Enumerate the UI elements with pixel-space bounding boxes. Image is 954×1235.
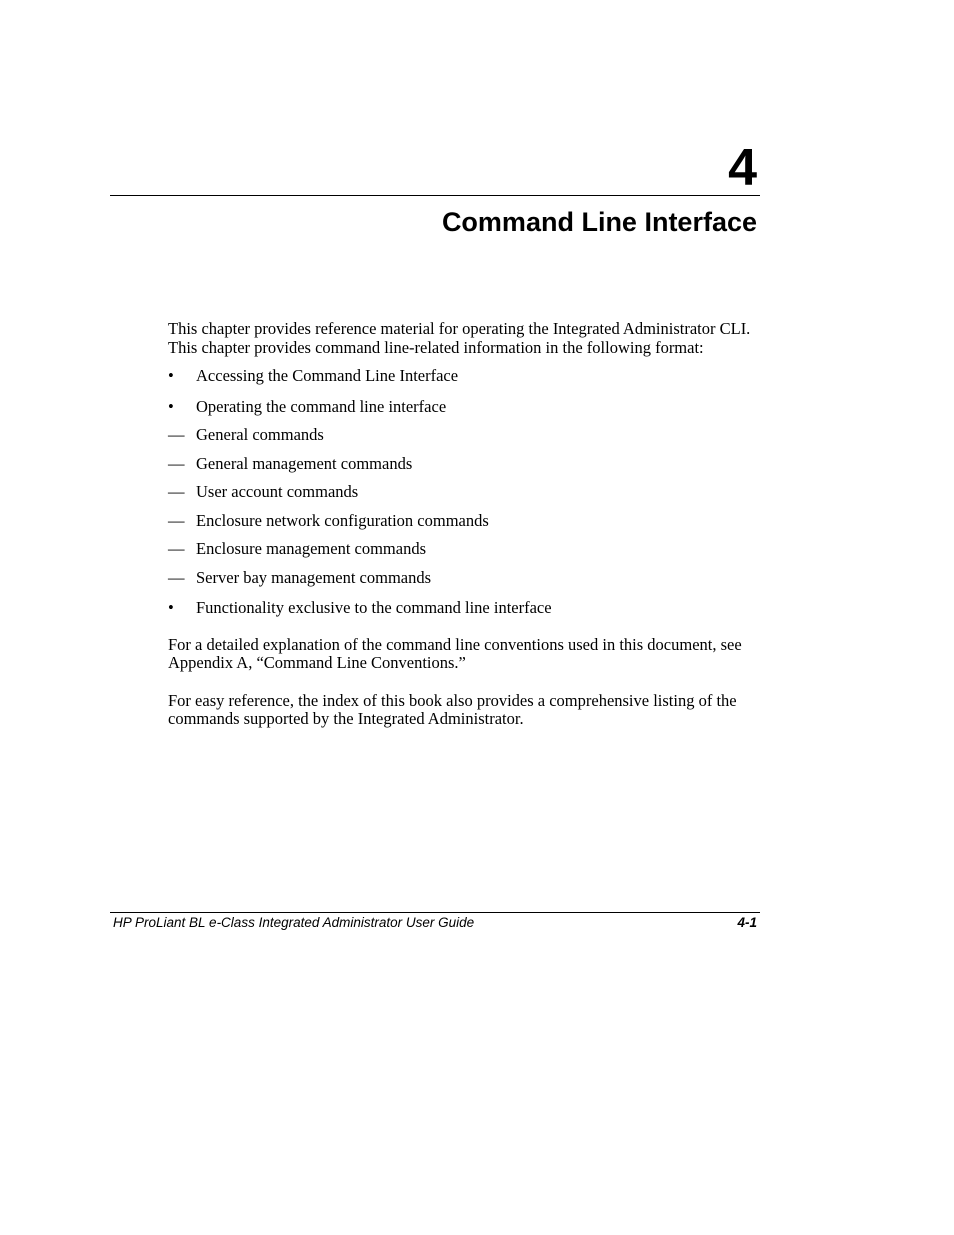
list-item [168,599,758,618]
list-item-label: Operating the command line interface [196,396,447,416]
chapter-title: Command Line Interface [441,207,757,237]
sub-list-item [140,512,758,531]
dash-icon: — [168,482,185,501]
dash-icon: — [168,425,185,444]
dash-icon: — [168,453,185,473]
bullet-icon: • [168,396,174,416]
sub-list-item [140,540,758,559]
bullet-icon: • [168,598,174,617]
list-item [168,398,758,417]
footer-page-number: 4-1 [737,915,757,930]
dash-icon: — [168,539,185,558]
sub-list-item [140,483,758,502]
sub-list-item-label: General commands [196,425,324,444]
sub-list-item [140,569,758,588]
list-item-label: Functionality exclusive to the command line interface [196,598,552,617]
conventions-paragraph: For a detailed explanation of the command line conventions used in this document, see Appendix A, “Command Line Conventions.” [168,634,742,672]
list-item-label: Accessing the Command Line Interface [196,366,459,385]
dash-icon: — [168,567,185,587]
chapter-rule [110,195,760,196]
sub-list-item [140,455,758,474]
footer-book-title: HP ProLiant BL e-Class Integrated Administrator User Guide [113,915,475,930]
topic-list [168,367,758,416]
sub-list-item-label: Enclosure network configuration commands [196,510,489,530]
chapter-number: 4 [728,139,757,197]
dash-icon: — [168,510,185,530]
chapter-body [168,320,758,729]
bullet-icon: • [168,366,174,385]
topic-list-continued [168,599,758,618]
sub-list-item-label: User account commands [196,482,359,501]
sub-topic-list [140,426,758,587]
intro-paragraph: This chapter provides reference material for operating the Integrated Administrator CLI. This chapter provides command line-related information in the following format: [168,319,751,357]
sub-list-item [140,426,758,445]
sub-list-item-label: Enclosure management commands [196,539,427,558]
sub-list-item-label: General management commands [196,453,413,473]
index-paragraph: For easy reference, the index of this book also provides a comprehensive listing of the commands supported by the Integrated Administrator. [168,690,737,728]
footer-rule [110,912,760,913]
list-item [168,367,758,386]
sub-list-item-label: Server bay management commands [196,567,432,587]
